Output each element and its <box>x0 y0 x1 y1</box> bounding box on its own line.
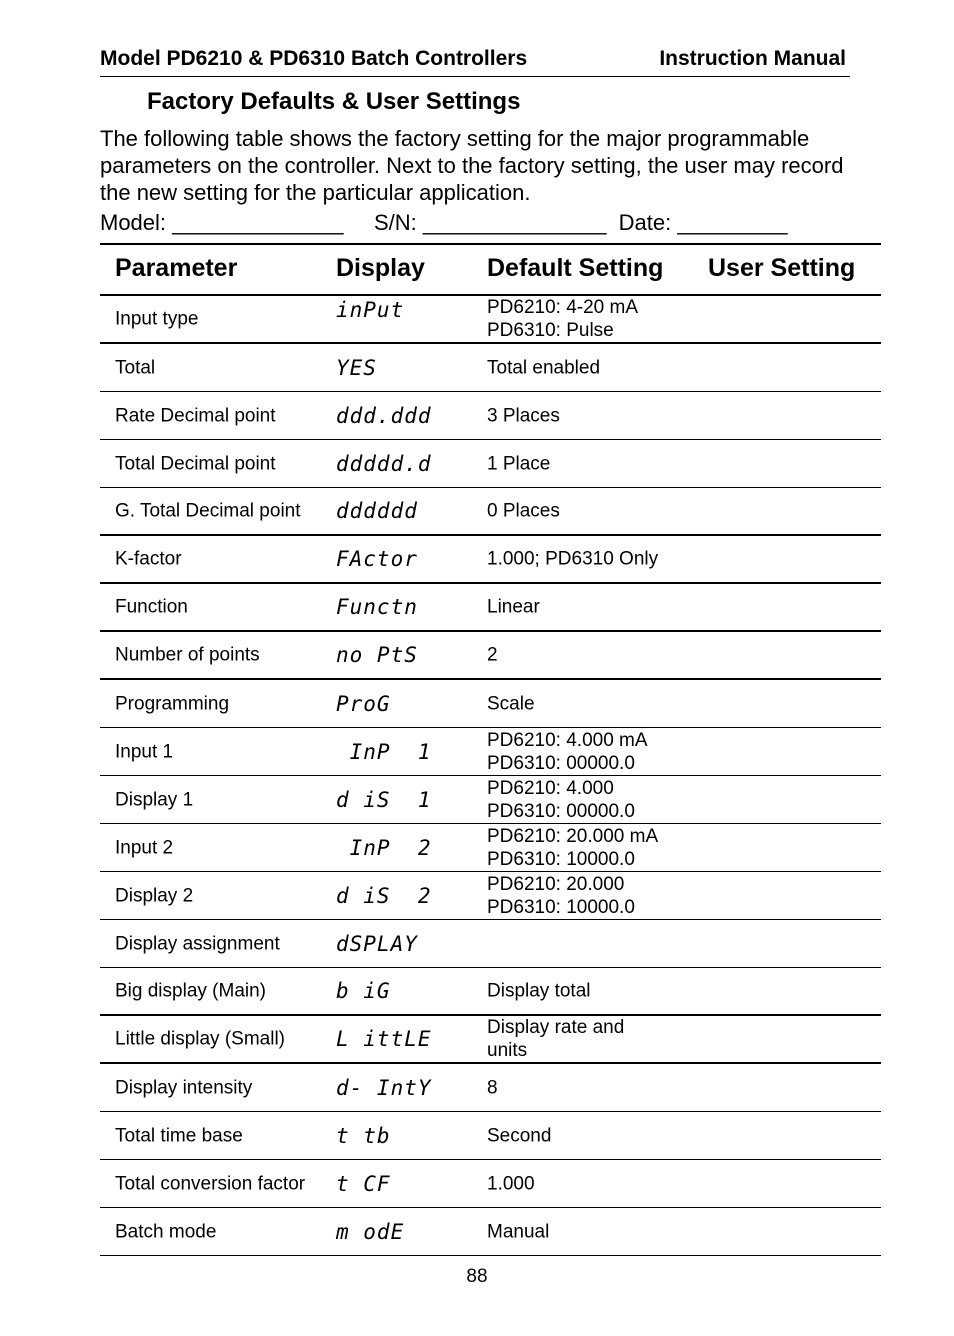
display-code-cell: InP 2 <box>336 835 432 860</box>
parameter-cell: G. Total Decimal point <box>115 500 301 522</box>
table-row <box>100 920 881 968</box>
display-code-cell: InP 1 <box>336 739 432 764</box>
default-setting-cell: 1 Place <box>487 453 551 474</box>
table-row <box>100 776 881 824</box>
settings-table <box>100 243 881 1256</box>
parameter-cell: Total <box>115 357 156 378</box>
col-display: Display <box>336 254 425 282</box>
default-setting-cell: 1.000 <box>487 1173 535 1194</box>
section-title: Factory Defaults & User Settings <box>147 88 521 115</box>
col-parameter: Parameter <box>115 254 238 282</box>
display-code-cell: b iG <box>336 979 391 1003</box>
table-row <box>100 536 881 584</box>
parameter-cell: K-factor <box>115 548 182 570</box>
default-setting-cell: Scale <box>487 693 535 714</box>
parameter-cell: Big display (Main) <box>115 980 266 1002</box>
table-row <box>100 1208 881 1256</box>
table-row <box>100 440 881 488</box>
table-row <box>100 968 881 1016</box>
table-header <box>100 243 881 296</box>
parameter-cell: Display intensity <box>115 1077 253 1098</box>
table-row <box>100 296 881 344</box>
intro-paragraph: The following table shows the factory setting for the major programmable parameters on the controller. Next to the factory setting, the user may record the new setting for the particular application. <box>100 126 844 205</box>
col-default-setting: Default Setting <box>487 254 664 282</box>
default-setting-cell: PD6210: 4.000 mA PD6310: 00000.0 <box>487 729 648 774</box>
parameter-cell: Total conversion factor <box>115 1173 306 1194</box>
default-setting-cell: PD6210: 20.000 mA PD6310: 10000.0 <box>487 825 659 870</box>
display-code-cell: d iS 2 <box>336 883 432 908</box>
display-code-cell: ddddd.d <box>336 451 432 476</box>
header-title: Model PD6210 & PD6310 Batch Controllers <box>100 47 528 70</box>
display-code-cell: YES <box>336 355 377 380</box>
parameter-cell: Function <box>115 596 188 618</box>
display-code-cell: inPut <box>336 298 405 322</box>
display-code-cell: d iS 1 <box>336 787 432 812</box>
display-code-cell: t tb <box>336 1123 391 1148</box>
default-setting-cell: Manual <box>487 1221 550 1242</box>
parameter-cell: Display assignment <box>115 933 280 954</box>
parameter-cell: Number of points <box>115 644 260 666</box>
default-setting-cell: Linear <box>487 596 540 618</box>
display-code-cell: ddd.ddd <box>336 403 432 428</box>
table-row <box>100 488 881 536</box>
parameter-cell: Display 1 <box>115 789 194 810</box>
parameter-cell: Input 1 <box>115 741 174 762</box>
default-setting-cell: Display rate and units <box>487 1017 625 1061</box>
table-row <box>100 392 881 440</box>
parameter-cell: Total Decimal point <box>115 453 276 474</box>
display-code-cell: t CF <box>336 1171 391 1196</box>
display-code-cell: no PtS <box>336 643 418 667</box>
display-code-cell: dSPLAY <box>336 931 418 956</box>
default-setting-cell: 1.000; PD6310 Only <box>487 548 659 570</box>
display-code-cell: Functn <box>336 595 418 619</box>
display-code-cell: dddddd <box>336 499 418 523</box>
table-row <box>100 728 881 776</box>
default-setting-cell: 8 <box>487 1077 498 1098</box>
parameter-cell: Total time base <box>115 1125 243 1146</box>
default-setting-cell: Second <box>487 1125 552 1146</box>
default-setting-cell: PD6210: 4-20 mA PD6310: Pulse <box>487 297 639 341</box>
display-code-cell: d- IntY <box>336 1075 432 1100</box>
page-number: 88 <box>466 1266 488 1287</box>
table-row <box>100 344 881 392</box>
table-row <box>100 1160 881 1208</box>
default-setting-cell: 0 Places <box>487 500 560 522</box>
parameter-cell: Batch mode <box>115 1221 217 1242</box>
parameter-cell: Programming <box>115 693 230 714</box>
default-setting-cell: PD6210: 4.000 PD6310: 00000.0 <box>487 777 635 822</box>
default-setting-cell: Display total <box>487 980 591 1002</box>
table-row <box>100 1112 881 1160</box>
default-setting-cell: Total enabled <box>487 357 601 378</box>
header-manual-label: Instruction Manual <box>659 47 846 70</box>
table-row <box>100 872 881 920</box>
table-row <box>100 632 881 680</box>
table-row <box>100 1016 881 1064</box>
page-header <box>100 46 850 77</box>
col-user-setting: User Setting <box>708 254 856 282</box>
table-row <box>100 680 881 728</box>
parameter-cell: Little display (Small) <box>115 1028 285 1050</box>
display-code-cell: ProG <box>336 691 391 716</box>
record-line: Model: ______________ S/N: _______________ Date: _________ <box>100 210 788 235</box>
default-setting-cell: PD6210: 20.000 PD6310: 10000.0 <box>487 873 635 918</box>
default-setting-cell: 2 <box>487 644 498 666</box>
display-code-cell: FActor <box>336 547 418 571</box>
display-code-cell: L ittLE <box>336 1027 432 1051</box>
default-setting-cell: 3 Places <box>487 405 560 426</box>
display-code-cell: m odE <box>336 1219 405 1244</box>
parameter-cell: Input type <box>115 308 199 330</box>
parameter-cell: Input 2 <box>115 837 174 858</box>
parameter-cell: Display 2 <box>115 885 194 906</box>
table-row <box>100 824 881 872</box>
table-row <box>100 1064 881 1112</box>
table-row <box>100 584 881 632</box>
parameter-cell: Rate Decimal point <box>115 405 276 426</box>
